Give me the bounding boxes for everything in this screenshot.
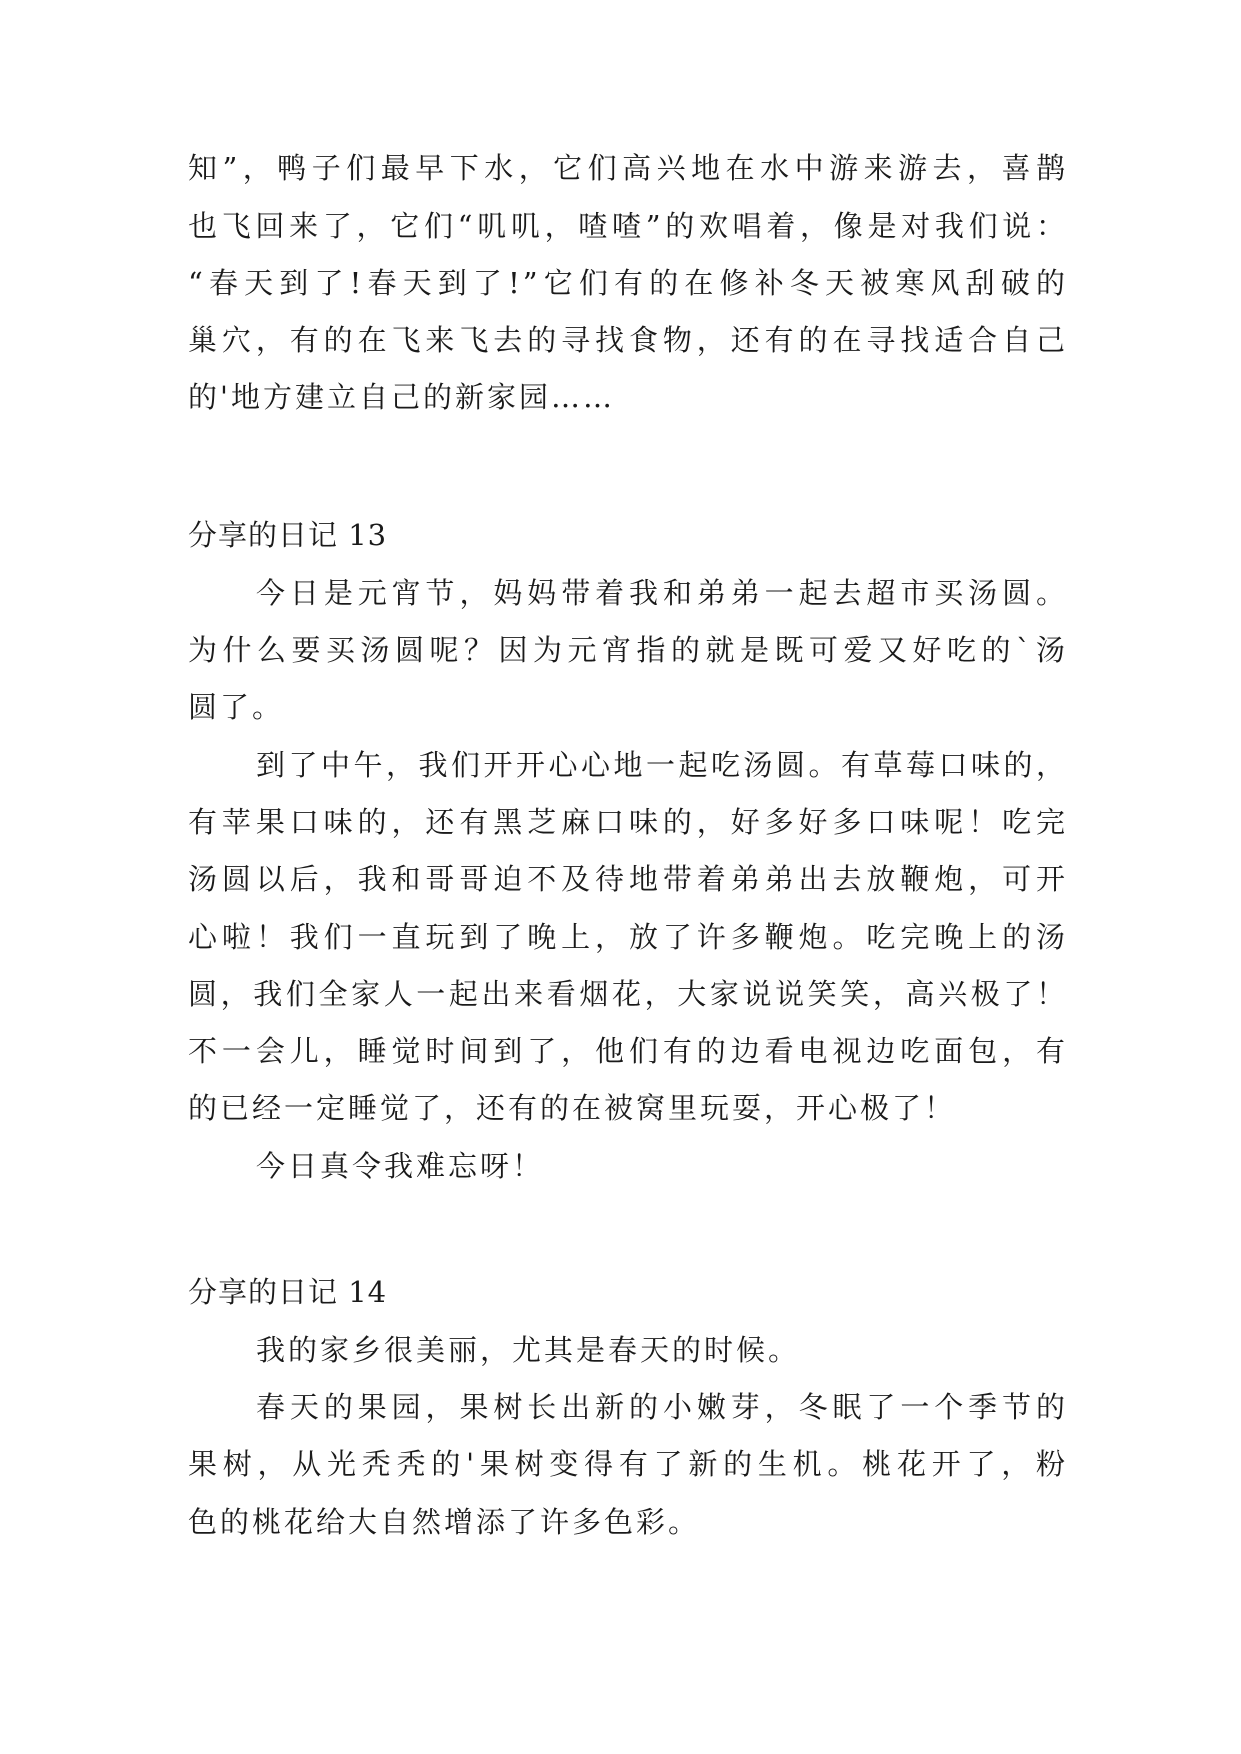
- paragraph-line: 也飞回来了，它们“叽叽，喳喳”的欢唱着，像是对我们说：: [188, 209, 1068, 243]
- paragraph-line: 圆了。: [188, 690, 285, 724]
- paragraph-line: 心啦！我们一直玩到了晚上，放了许多鞭炮。吃完晚上的汤: [188, 920, 1068, 954]
- paragraph-line: 的已经一定睡觉了，还有的在被窝里玩耍，开心极了！: [188, 1091, 957, 1125]
- paragraph-line: 为什么要买汤圆呢？因为元宵指的就是既可爱又好吃的`汤: [188, 633, 1068, 667]
- paragraph-line: 知”，鸭子们最早下水，它们高兴地在水中游来游去，喜鹊: [188, 151, 1068, 185]
- paragraph-line: 到了中午，我们开开心心地一起吃汤圆。有草莓口味的，: [256, 748, 1068, 782]
- paragraph-line: “春天到了!春天到了!”它们有的在修补冬天被寒风刮破的: [188, 266, 1068, 300]
- paragraph-line: 今日真令我难忘呀！: [256, 1149, 545, 1183]
- paragraph-line: 汤圆以后，我和哥哥迫不及待地带着弟弟出去放鞭炮，可开: [188, 862, 1068, 896]
- paragraph-line: 圆，我们全家人一起出来看烟花，大家说说笑笑，高兴极了！: [188, 977, 1068, 1011]
- paragraph-line: 我的家乡很美丽，尤其是春天的时候。: [256, 1333, 801, 1367]
- paragraph-line: 果树，从光秃秃的'果树变得有了新的生机。桃花开了，粉: [188, 1447, 1068, 1481]
- paragraph-line: 色的桃花给大自然增添了许多色彩。: [188, 1505, 701, 1539]
- section-title-diary-14: 分享的日记 14: [188, 1275, 388, 1309]
- section-title-diary-13: 分享的日记 13: [188, 518, 388, 552]
- paragraph-line: 巢穴，有的在飞来飞去的寻找食物，还有的在寻找适合自己: [188, 323, 1068, 357]
- paragraph-line: 有苹果口味的，还有黑芝麻口味的，好多好多口味呢！吃完: [188, 805, 1068, 839]
- paragraph-line: 今日是元宵节，妈妈带着我和弟弟一起去超市买汤圆。: [256, 576, 1068, 610]
- paragraph-line: 春天的果园，果树长出新的小嫩芽，冬眠了一个季节的: [256, 1390, 1068, 1424]
- paragraph-line: 的'地方建立自己的新家园……: [188, 380, 615, 414]
- paragraph-line: 不一会儿，睡觉时间到了，他们有的边看电视边吃面包，有: [188, 1034, 1068, 1068]
